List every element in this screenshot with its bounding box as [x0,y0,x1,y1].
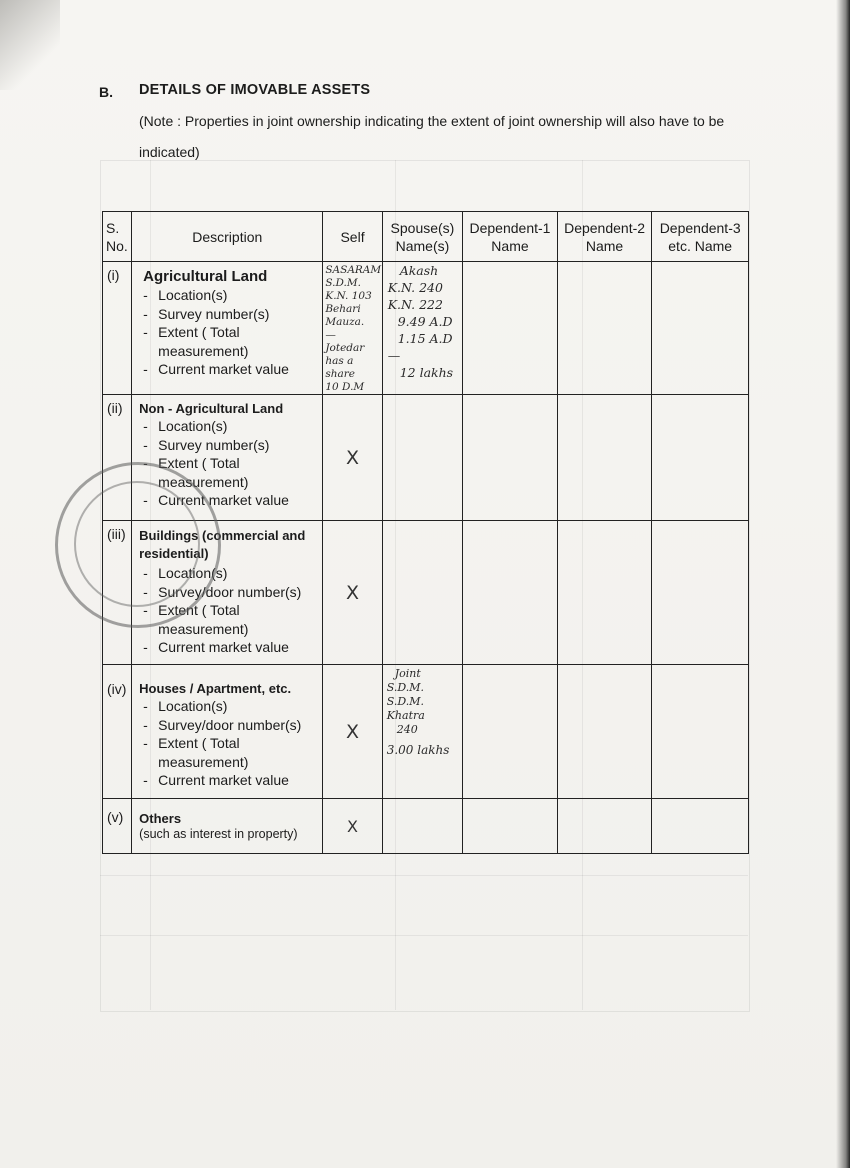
hand-line: Behari [325,303,361,315]
hand-line: — [325,329,336,341]
hand-line: S.D.M. [386,695,425,708]
hand-line: — [387,348,401,363]
hand-line: K.N. 240 [387,280,443,295]
header-self: Self [323,212,382,262]
spouse-cell [382,521,462,665]
notary-stamp [55,462,221,628]
row-sno: (v) [103,799,132,854]
row-sno: (iii) [103,521,132,665]
dependent-1-cell [463,665,558,799]
hand-line: 1.15 A.D [397,331,453,346]
dependent-2-cell [557,799,652,854]
header-sno: S. No. [103,212,132,262]
header-dependent-2: Dependent-2 Name [557,212,652,262]
hand-line: Jotedar [325,342,365,354]
item-market-value: - Current market value [139,771,322,790]
hand-line: K.N. 222 [387,297,443,312]
row-description [132,262,323,395]
dependent-2-cell [557,665,652,799]
section-letter: B. [99,84,113,100]
header-description: Description [132,212,323,262]
item-market-value: - Current market value [139,638,322,657]
spouse-cell [382,799,462,854]
hand-line: 240 [396,723,418,736]
scan-shadow-right [836,0,850,1168]
dependent-3-cell [652,395,749,521]
item-location: - Location(s) [139,286,322,305]
item-survey: - Survey/door number(s) [139,716,322,735]
item-location: - Location(s) [139,564,322,583]
dependent-2-cell [557,521,652,665]
item-market-value: - Current market value [139,491,322,510]
table-row [103,799,749,854]
dependent-3-cell [652,262,749,395]
header-dependent-3: Dependent-3 etc. Name [652,212,749,262]
row-heading: Agricultural Land [143,268,268,285]
dependent-3-cell [652,799,749,854]
item-extent: - Extent ( Total measurement) [139,734,322,771]
hand-line: S.D.M. [325,277,361,289]
hand-line: Khatra [386,709,425,722]
row-subtext: (such as interest in property) [139,827,298,841]
dependent-1-cell [463,395,558,521]
hand-line: 3.00 lakhs [386,743,450,757]
hand-line: S.D.M. [386,681,425,694]
dependent-2-cell [557,395,652,521]
header-row [103,212,749,262]
dependent-1-cell [463,521,558,665]
row-description [132,665,323,799]
spouse-handwriting [382,665,462,799]
item-market-value: - Current market value [139,360,322,379]
item-survey: - Survey/door number(s) [139,583,322,602]
row-heading: Non - Agricultural Land [139,401,284,416]
table-row [103,262,749,395]
section-title: DETAILS OF IMOVABLE ASSETS [139,82,371,98]
hand-line: Akash [399,263,439,278]
item-extent: - Extent ( Total measurement) [139,454,322,491]
hand-line: Mauza. [325,316,365,328]
hand-line: 12 lakhs [399,365,454,380]
self-handwriting [323,262,382,395]
item-extent: - Extent ( Total measurement) [139,601,322,638]
self-cross-mark: X [323,799,382,854]
item-survey: - Survey number(s) [139,436,322,455]
dependent-1-cell [463,262,558,395]
dependent-2-cell [557,262,652,395]
spouse-cell [382,395,462,521]
hand-line: SASARAM [325,264,382,276]
row-sno: (i) [103,262,132,395]
row-heading: Buildings (commercial and residential) [139,528,306,561]
row-heading: Others [139,811,182,826]
row-description [132,799,323,854]
section-note: (Note : Properties in joint ownership indicating the extent of joint ownership will also have to be indicated) [139,113,725,160]
item-location: - Location(s) [139,697,322,716]
spouse-handwriting [382,262,462,395]
folded-corner [0,0,60,90]
row-sno: (ii) [103,395,132,521]
bleed-line [100,875,748,876]
hand-line: K.N. 103 [325,290,372,302]
hand-line: 9.49 A.D [397,314,453,329]
self-cross-mark: X [323,395,382,521]
item-location: - Location(s) [139,417,322,436]
hand-line: 10 D.M [325,381,365,393]
self-cross-mark: X [323,665,382,799]
header-spouse: Spouse(s) Name(s) [382,212,462,262]
bleed-line [100,935,748,936]
dependent-3-cell [652,665,749,799]
row-heading: Houses / Apartment, etc. [139,681,292,696]
table-row [103,665,749,799]
hand-line: has a share [325,355,355,380]
item-survey: - Survey number(s) [139,305,322,324]
dependent-3-cell [652,521,749,665]
dependent-1-cell [463,799,558,854]
hand-line: Joint [394,667,421,680]
row-sno: (iv) [103,665,132,799]
self-cross-mark: X [323,521,382,665]
item-extent: - Extent ( Total measurement) [139,323,322,360]
header-dependent-1: Dependent-1 Name [463,212,558,262]
